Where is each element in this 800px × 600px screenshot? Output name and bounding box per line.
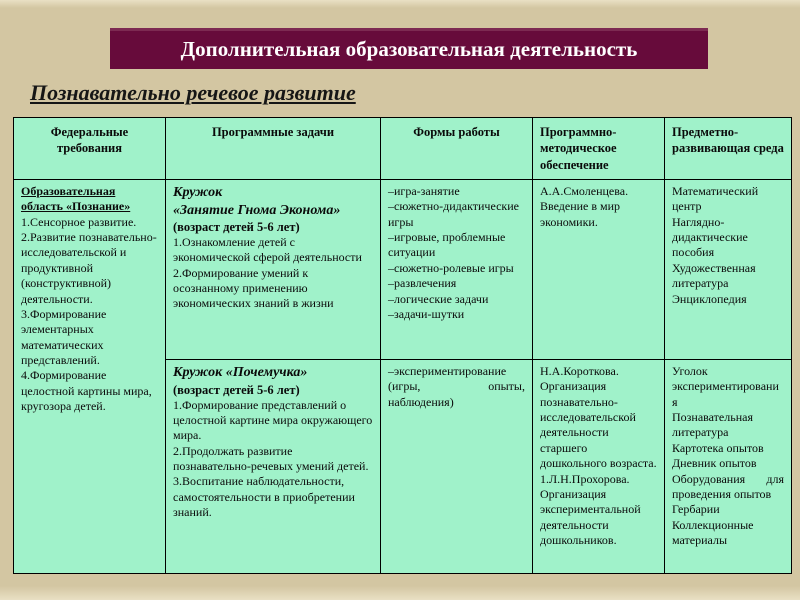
environment-item: Дневник опытов xyxy=(672,456,757,471)
club-title-ekonom-line2: «Занятие Гнома Эконома» xyxy=(173,202,341,218)
column-header-program-tasks: Программные задачи xyxy=(166,118,381,180)
column-header-federal-requirements: Федеральные требования xyxy=(14,118,166,180)
column-header-work-forms: Формы работы xyxy=(381,118,533,180)
environment-item: Оборудования для проведения опытов xyxy=(672,471,784,501)
methodical-support-item: А.А.Смоленцева. Введение в мир экономики. xyxy=(540,184,629,229)
environment-item: Уголок экспериментирования xyxy=(672,364,779,409)
cell-methodical-support-ekonom xyxy=(533,180,665,360)
environment-item: Картотека опытов xyxy=(672,440,764,455)
federal-requirement-item: 2.Развитие познавательно-исследовательской и продуктивной (конструктивной) деятельности. xyxy=(21,230,157,306)
cell-work-forms-ekonom xyxy=(381,180,533,360)
federal-requirement-item: 4.Формирование целостной картины мира, кругозора детей. xyxy=(21,368,152,414)
cell-federal-requirements xyxy=(14,180,166,574)
program-task-item: 2.Продолжать развитие познавательно-речевых умений детей. xyxy=(173,443,369,473)
club-age-pochemuchka: (возраст детей 5-6 лет) xyxy=(173,382,300,397)
cell-methodical-support-pochemuchka xyxy=(533,360,665,574)
work-form-item: –задачи-шутки xyxy=(388,306,465,321)
program-task-item: 1.Ознакомление детей с экономической сферой деятельности xyxy=(173,235,362,265)
work-form-item: –экспериментирование (игры, опыты, наблюдения) xyxy=(388,364,525,409)
program-task-item: 1.Формирование представлений о целостной картине мира окружающего мира. xyxy=(173,397,373,443)
methodical-support-item: 1.Л.Н.Прохорова. Организация экспериментальной деятельности дошкольников. xyxy=(540,471,641,547)
cell-program-tasks-pochemuchka xyxy=(166,360,381,574)
slide-title-banner: Дополнительная образовательная деятельность xyxy=(110,28,708,69)
federal-requirement-item: 3.Формирование элементарных математических представлений. xyxy=(21,306,107,367)
column-header-methodical-support: Программно-методическое обеспечение xyxy=(533,118,665,180)
program-task-item: 3.Воспитание наблюдательности, самостоятельности в приобретении знаний. xyxy=(173,474,355,520)
work-form-item: –игровые, проблемные ситуации xyxy=(388,230,506,260)
environment-item: Энциклопедия xyxy=(672,291,747,306)
work-form-item: –сюжетно-ролевые игры xyxy=(388,260,514,275)
work-form-item: –логические задачи xyxy=(388,291,489,306)
environment-item: Гербарии xyxy=(672,502,720,517)
cell-program-tasks-ekonom xyxy=(166,180,381,360)
work-form-item: –сюжетно-дидактические игры xyxy=(388,199,519,229)
cell-environment-pochemuchka xyxy=(665,360,792,574)
club-title-pochemuchka: Кружок «Почемучка» xyxy=(173,365,308,380)
environment-item: Познавательная литература xyxy=(672,410,753,440)
table-row-ekonom xyxy=(14,180,792,360)
work-form-item: –игра-занятие xyxy=(388,184,460,198)
federal-requirement-item: 1.Сенсорное развитие. xyxy=(21,214,137,229)
environment-item: Математический центр xyxy=(672,184,759,214)
cell-environment-ekonom xyxy=(665,180,792,360)
club-title-ekonom-line1: Кружок xyxy=(173,185,223,200)
methodical-support-item: Н.А.Короткова. Организация познавательно-исследовательской деятельности старшего дошкольного возраста. xyxy=(540,364,657,471)
column-header-environment: Предметно-развивающая среда xyxy=(665,118,792,180)
environment-item: Наглядно-дидактические пособия xyxy=(672,214,748,260)
table-header-row xyxy=(14,118,792,180)
curriculum-table xyxy=(13,117,792,574)
environment-item: Художественная литература xyxy=(672,260,756,291)
cell-work-forms-pochemuchka xyxy=(381,360,533,574)
environment-item: Коллекционные материалы xyxy=(672,517,754,547)
program-task-item: 2.Формирование умений к осознанному применению экономических знаний в жизни xyxy=(173,265,334,311)
section-heading: Познавательно речевое развитие xyxy=(30,80,356,105)
club-age-ekonom: (возраст детей 5-6 лет) xyxy=(173,220,300,234)
federal-requirements-title: Образовательная область «Познание» xyxy=(21,184,131,214)
work-form-item: –развлечения xyxy=(388,276,457,291)
